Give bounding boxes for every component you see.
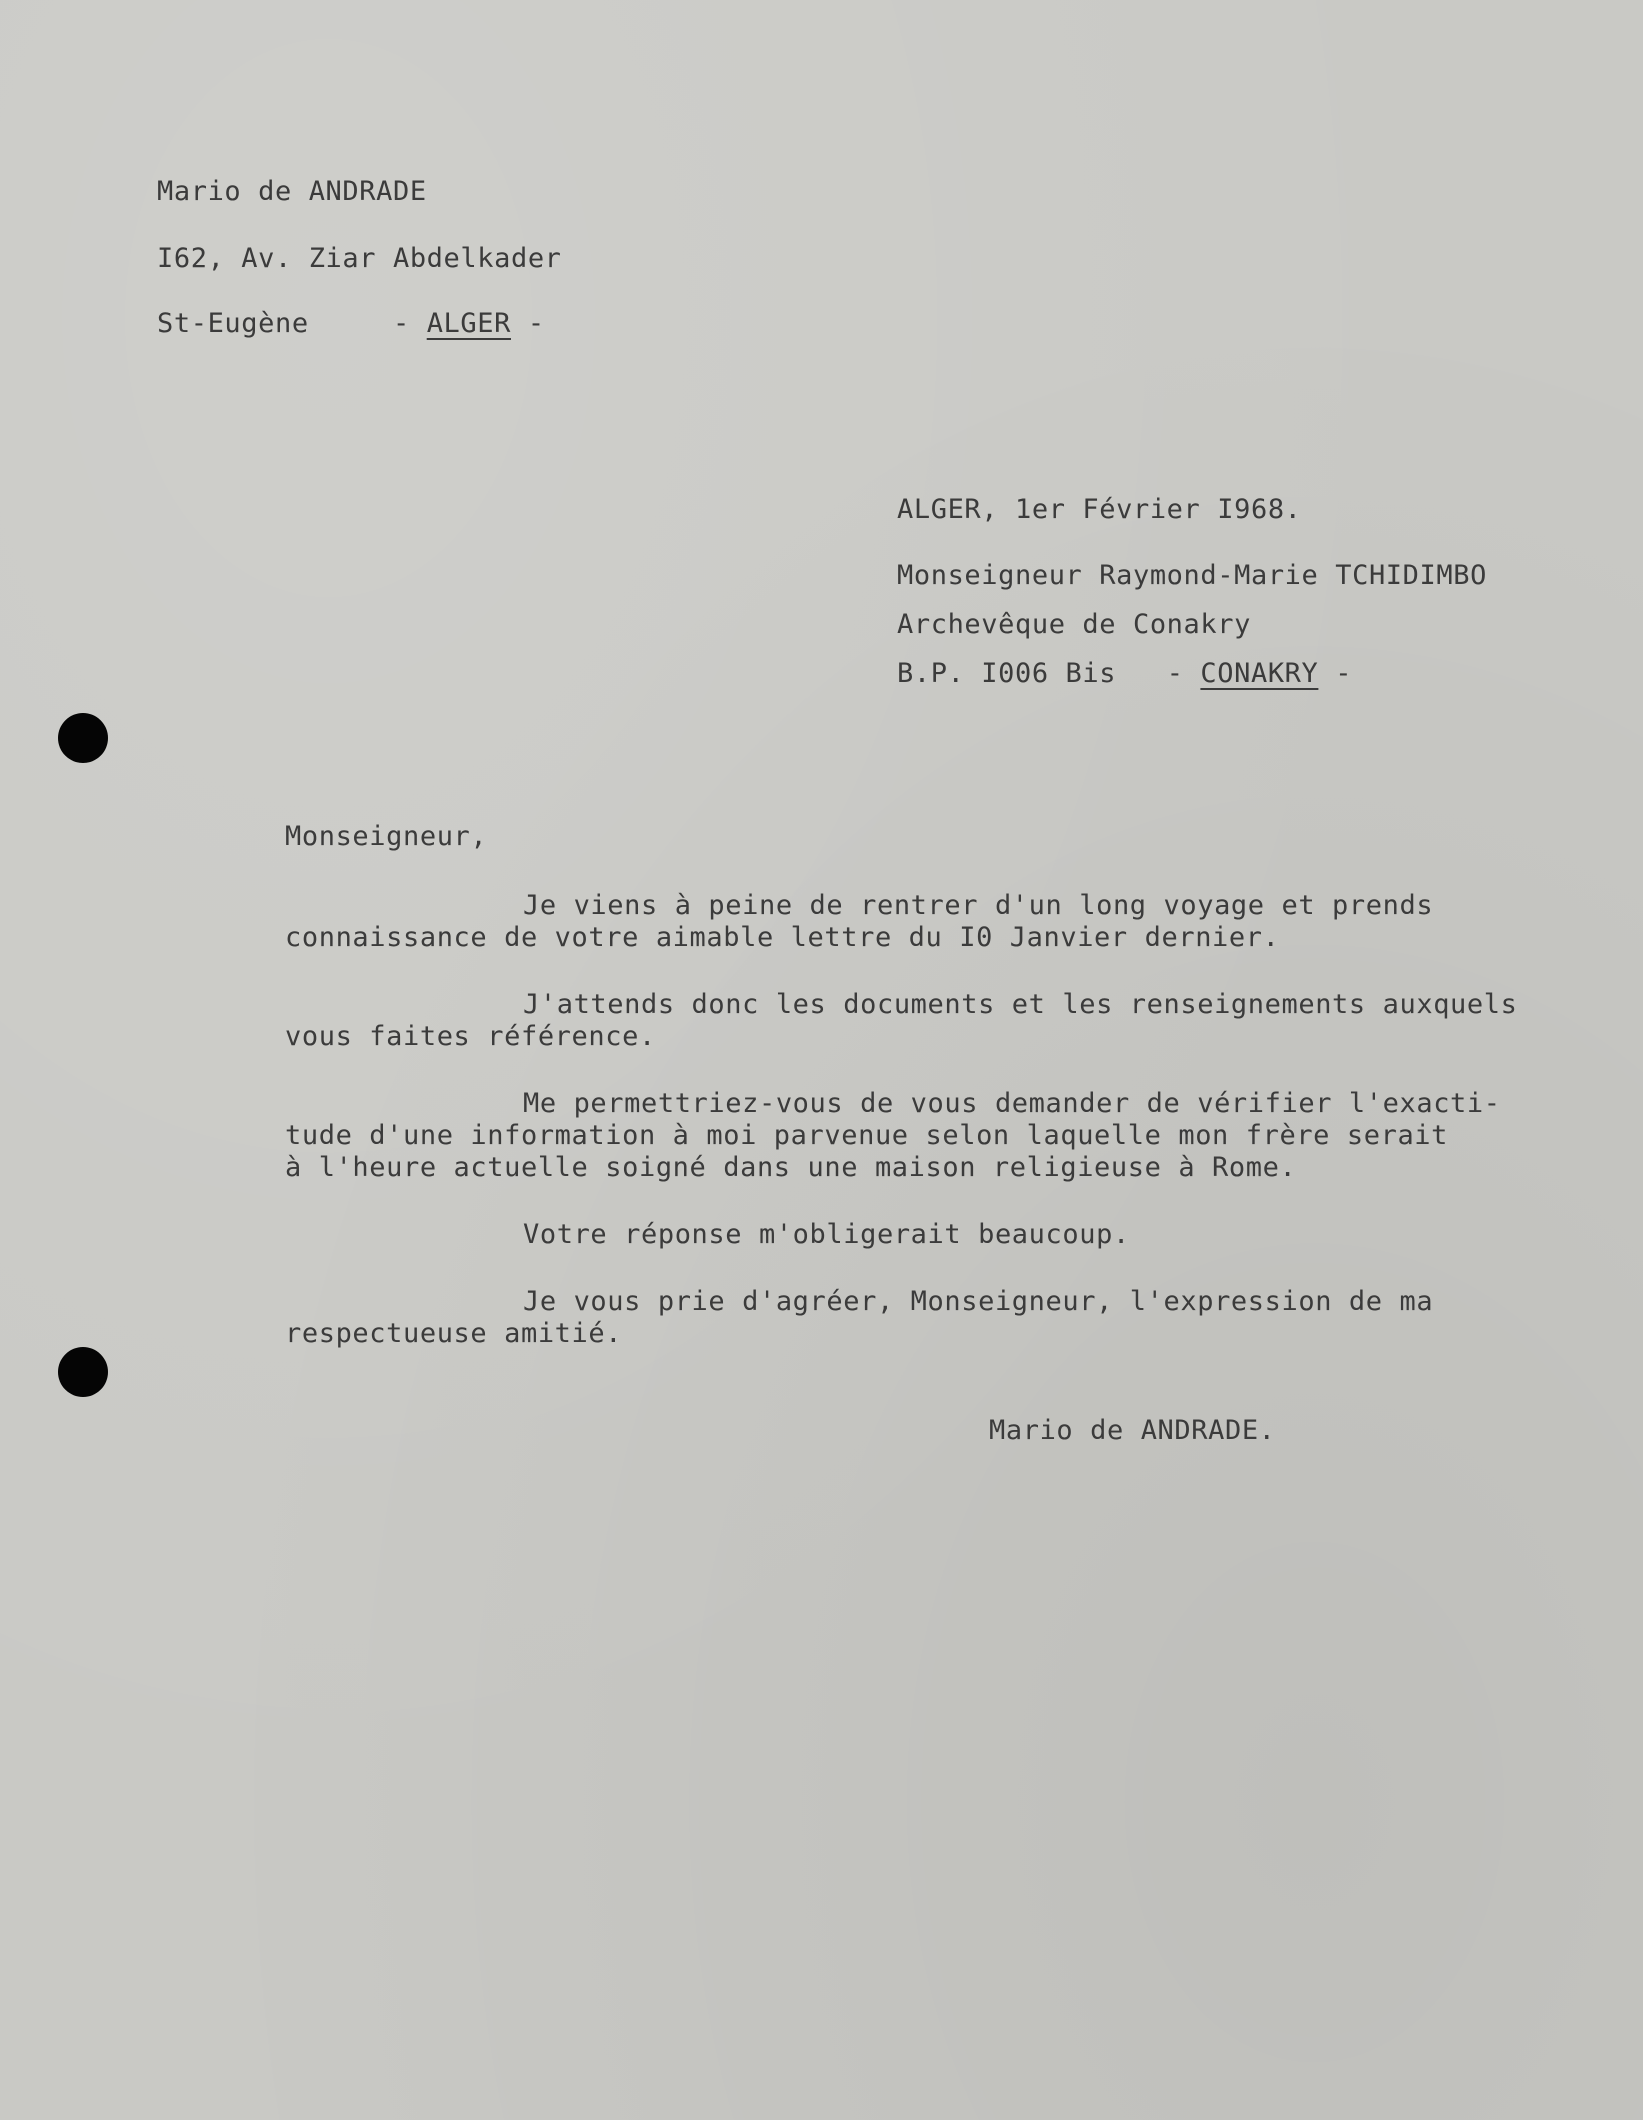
date-line: ALGER, 1er Février I968. xyxy=(897,494,1302,525)
punch-hole-top xyxy=(58,713,108,763)
sender-city: ALGER xyxy=(426,308,511,339)
body-line: Je vous prie d'agréer, Monseigneur, l'expression de ma xyxy=(523,1286,1434,1317)
punch-hole-bottom xyxy=(58,1347,108,1397)
body-line: Je viens à peine de rentrer d'un long voyage et prends xyxy=(523,890,1434,921)
sender-name: Mario de ANDRADE xyxy=(157,176,427,207)
salutation: Monseigneur, xyxy=(285,821,488,852)
sender-address: I62, Av. Ziar Abdelkader xyxy=(157,243,562,274)
recipient-name: Monseigneur Raymond-Marie TCHIDIMBO xyxy=(897,560,1487,591)
body-line: respectueuse amitié. xyxy=(285,1318,623,1349)
body-line: connaissance de votre aimable lettre du I0 Janvier dernier. xyxy=(285,922,1280,953)
sender-district: St-Eugène xyxy=(157,308,309,339)
body-line: vous faites référence. xyxy=(285,1021,656,1052)
body-line: à l'heure actuelle soigné dans une maison religieuse à Rome. xyxy=(285,1152,1297,1183)
body-line: Me permettriez-vous de vous demander de vérifier l'exacti- xyxy=(523,1088,1501,1119)
recipient-city-line: B.P. I006 Bis - CONAKRY - xyxy=(897,658,1353,689)
recipient-city: CONAKRY xyxy=(1200,658,1319,689)
body-line: tude d'une information à moi parvenue selon laquelle mon frère serait xyxy=(285,1120,1449,1151)
signature: Mario de ANDRADE. xyxy=(989,1415,1276,1446)
body-line: J'attends donc les documents et les renseignements auxquels xyxy=(523,989,1518,1020)
recipient-po-box: B.P. I006 Bis xyxy=(897,658,1117,689)
body-line: Votre réponse m'obligerait beaucoup. xyxy=(523,1219,1130,1250)
sender-city-line: St-Eugène - ALGER - xyxy=(157,308,545,339)
recipient-title: Archevêque de Conakry xyxy=(897,609,1251,640)
